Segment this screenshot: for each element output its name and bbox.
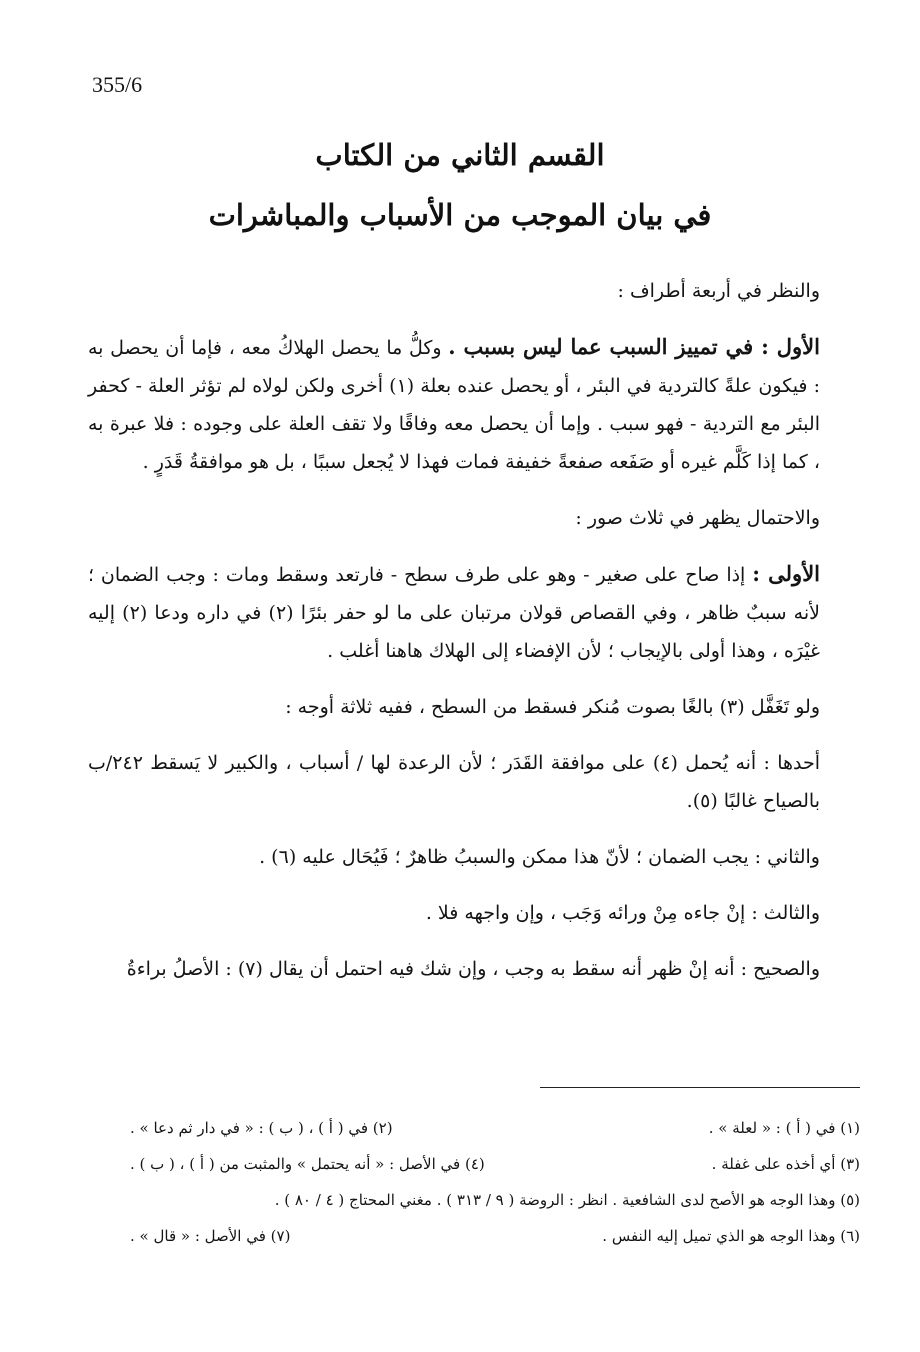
- footnote: (٣) أي أخذه على غفلة .: [711, 1155, 860, 1173]
- paragraph-text: ولو تَغَفَّل (٣) بالغًا بصوت مُنكر فسقط من السطح ، ففيه ثلاثة أوجه :: [285, 696, 820, 718]
- paragraph-lead: الأول : في تمييز السبب عما ليس بسبب .: [448, 334, 820, 359]
- footnote: (٦) وهذا الوجه هو الذي تميل إليه النفس .: [602, 1227, 860, 1245]
- paragraph: [88, 328, 820, 481]
- footnote: (١) في ( أ ) : « لعلة » .: [708, 1119, 860, 1137]
- paragraph-text: والصحيح : أنه إنْ ظهر أنه سقط به وجب ، وإن شك فيه احتمل أن يقال (٧) : الأصلُ براءةُ: [126, 958, 820, 980]
- paragraph: [88, 499, 820, 537]
- footnote-row: [130, 1110, 860, 1146]
- section-title: القسم الثاني من الكتاب: [315, 138, 605, 172]
- main-text: [88, 272, 820, 1006]
- footnote: (٧) في الأصل : « قال » .: [130, 1227, 291, 1245]
- section-subtitle: في بيان الموجب من الأسباب والمباشرات: [208, 198, 712, 232]
- footnote: (٤) في الأصل : « أنه يحتمل » والمثبت من ( أ ) ، ( ب ) .: [130, 1155, 485, 1173]
- footnote-row: [130, 1146, 860, 1182]
- paragraph-text: والاحتمال يظهر في ثلاث صور :: [575, 507, 820, 529]
- footnotes: [130, 1110, 860, 1254]
- paragraph-lead: الأولى :: [752, 561, 821, 586]
- footnote: (٢) في ( أ ) ، ( ب ) : « في دار ثم دعا » .: [130, 1119, 393, 1137]
- paragraph-text: إذا صاح على صغير - وهو على طرف سطح - فارتعد وسقط ومات : وجب الضمان ؛ لأنه سببٌ ظاهر ، وفي القصاص قولان مرتبان على ما لو حفر بئرًا (٢) في داره ودعا (٢) إليه غيْرَه ، وهذا أولى بالإيجاب ؛ لأن الإفضاء إلى الهلاك هاهنا أغلب .: [88, 564, 820, 662]
- footnote-row: [130, 1182, 860, 1218]
- footnote: (٥) وهذا الوجه هو الأصح لدى الشافعية . انظر : الروضة ( ٩ / ٣١٣ ) . مغني المحتاج ( ٤ / ٨٠ ) .: [274, 1191, 860, 1209]
- paragraph: [88, 838, 820, 876]
- paragraph-text: والنظر في أربعة أطراف :: [617, 280, 820, 302]
- paragraph: [88, 688, 820, 726]
- paragraph: [88, 744, 820, 820]
- paragraph: [88, 950, 820, 988]
- paragraph: [88, 894, 820, 932]
- paragraph-text: والثالث : إنْ جاءه مِنْ ورائه وَجَب ، وإن واجهه فلا .: [425, 902, 820, 924]
- page-number: 355/6: [92, 72, 143, 97]
- footnote-row: [130, 1218, 860, 1254]
- paragraph: [88, 272, 820, 310]
- footnote-divider: [540, 1087, 860, 1088]
- paragraph: [88, 555, 820, 670]
- paragraph-text: أحدها : أنه يُحمل (٤) على موافقة القَدَر ؛ لأن الرعدة لها / أسباب ، والكبير لا يَسقط ٢٤٢/ب بالصياح غالبًا (٥).: [88, 752, 820, 812]
- paragraph-text: وكلُّ ما يحصل الهلاكُ معه ، فإما أن يحصل به : فيكون علةً كالتردية في البئر ، أو يحصل عنده بعلة (١) أخرى ولكن لولاه لم تؤثر العلة - كحفر البئر مع التردية - فهو سبب . وإما أن يحصل معه وفاقًا ولا تقف العلة على وجوده : فلا عبرة به ، كما إذا كَلَّم غيره أو صَفَعه صفعةً خفيفة فمات فهذا لا يُجعل سببًا ، بل هو موافقةُ قَدَرٍ .: [88, 337, 820, 473]
- paragraph-text: والثاني : يجب الضمان ؛ لأنّ هذا ممكن والسببُ ظاهرٌ ؛ فَيُحَال عليه (٦) .: [259, 846, 820, 868]
